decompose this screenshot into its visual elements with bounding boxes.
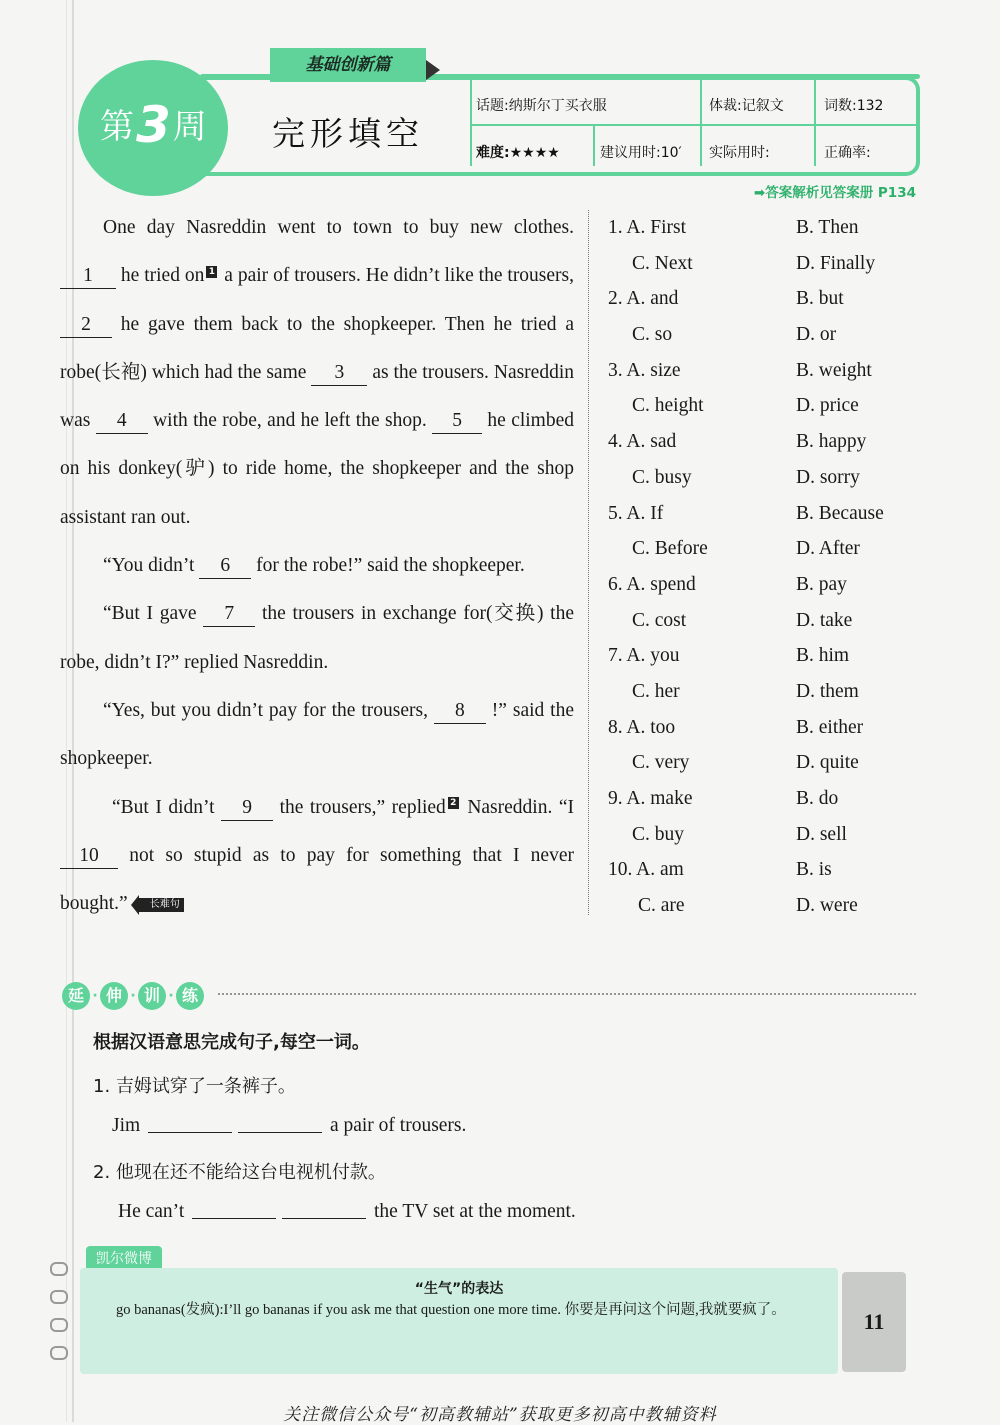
answer-blank[interactable]: [148, 1132, 232, 1133]
option-row: C. height D. price: [632, 395, 859, 417]
header-divider: [814, 80, 816, 166]
passage-paragraph: One day Nasreddin went to town to buy new clothes. 1 he tried on 1 a pair of trousers. He didn’t like the trousers, 2 he gave them back to the shopkeeper. Then he tried a robe(长袍) which had the same 3 as the trousers. Nasreddin was 4 with the robe, and he left the shop. 5 he climbed on his donkey(驴) to ride home, the shopkeeper and the shop assistant ran out.: [60, 217, 575, 528]
cloze-blank: 5: [432, 409, 482, 434]
option-row: C. cost D. take: [632, 609, 853, 631]
question-2-english: He can’t the TV set at the moment.: [118, 1201, 576, 1222]
long-sentence-tag: 长难句: [138, 898, 184, 912]
option-row: C. Next D. Finally: [632, 252, 876, 274]
word-count-info: 词数:132: [824, 98, 884, 114]
option-row: 7. A. you B. him: [608, 645, 850, 667]
wavy-divider: [218, 993, 918, 995]
answer-blank[interactable]: [192, 1218, 276, 1219]
option-row: C. very D. quite: [632, 752, 859, 774]
cloze-blank: 6: [199, 554, 251, 579]
passage-paragraph: “But I gave 7 the trousers in exchange for(交换) the robe, didn’t I?” replied Nasreddin.: [60, 603, 574, 673]
option-row: 4. A. sad B. happy: [608, 431, 867, 453]
header-divider: [593, 126, 595, 166]
section-tag-fold: [426, 60, 440, 80]
passage-paragraph: “But I didn’t 9 the trousers,” replied 2 Nasreddin. “I 10 not so stupid as to pay for something that I never bought.” 长难句: [60, 796, 574, 915]
note-marker: 2: [448, 797, 459, 809]
question-1-english: Jim a pair of trousers.: [112, 1115, 467, 1136]
accuracy-info: 正确率:: [824, 145, 871, 161]
cloze-blank: 1: [60, 264, 116, 289]
passage-paragraph: “Yes, but you didn’t pay for the trousers, 8 !” said the shopkeeper.: [60, 699, 574, 770]
option-row: C. busy D. sorry: [632, 466, 860, 488]
extension-instruction: 根据汉语意思完成句子,每空一词。: [93, 1032, 370, 1053]
header-row-divider: [470, 124, 916, 126]
page-number: 11: [842, 1272, 906, 1372]
extension-title: 延 · 伸 · 训 · 练: [62, 982, 204, 1010]
option-row: 2. A. and B. but: [608, 288, 844, 310]
cloze-blank: 8: [434, 699, 486, 724]
page-title: 完形填空: [272, 114, 424, 153]
cloze-blank: 2: [60, 313, 112, 338]
cloze-blank: 7: [203, 602, 255, 627]
footer-watermark: 关注微信公众号“初高教辅站”获取更多初高中教辅资料: [283, 1405, 717, 1425]
option-row: 9. A. make B. do: [608, 788, 839, 809]
header-divider: [470, 80, 472, 166]
option-row: C. Before D. After: [632, 538, 860, 560]
question-1-chinese: 1. 吉姆试穿了一条裤子。: [93, 1076, 296, 1097]
options-list: [608, 210, 908, 924]
option-row: C. buy D. sell: [632, 823, 847, 845]
weibo-tag: 凯尔微博: [86, 1246, 162, 1270]
suggested-time-info: 建议用时:10′: [600, 145, 682, 161]
cloze-blank: 9: [221, 796, 273, 821]
option-row: 8. A. too B. either: [608, 716, 864, 738]
cloze-blank: 10: [60, 844, 118, 869]
option-row: 1. A. First B. Then: [608, 217, 859, 238]
passage-paragraph: “You didn’t 6 for the robe!” said the shopkeeper.: [60, 542, 574, 590]
cloze-blank: 4: [96, 409, 148, 434]
actual-time-info: 实际用时:: [709, 145, 770, 161]
note-marker: 1: [206, 266, 217, 278]
weibo-heading: “生气”的表达: [414, 1281, 504, 1297]
header-divider: [700, 80, 702, 166]
weibo-text: go bananas(发疯):I’ll go bananas if you ask me that question one more time. 你要是再问这个问题,我就要疯了。: [116, 1302, 786, 1318]
answer-reference: ➡答案解析见答案册 P134: [753, 185, 916, 201]
week-label: 第3周: [100, 96, 207, 154]
cloze-blank: 3: [311, 361, 367, 386]
option-row: 3. A. size B. weight: [608, 359, 872, 381]
option-row: 10. A. am B. is: [608, 859, 832, 881]
option-row: C. her D. them: [632, 680, 859, 702]
option-row: 6. A. spend B. pay: [608, 573, 847, 595]
column-divider: [588, 210, 589, 915]
section-tag: 基础创新篇: [270, 48, 426, 82]
option-row: C. are D. were: [638, 895, 858, 917]
option-row: C. so D. or: [632, 324, 837, 346]
binder-rings: [50, 1262, 66, 1374]
difficulty-stars: ★★★★: [509, 145, 560, 161]
genre-info: 体裁:记叙文: [709, 98, 784, 114]
cloze-passage: [60, 204, 574, 928]
topic-info: 话题:纳斯尔丁买衣服: [476, 98, 607, 114]
question-2-chinese: 2. 他现在还不能给这台电视机付款。: [93, 1162, 386, 1183]
option-row: 5. A. If B. Because: [608, 502, 884, 524]
difficulty-info: 难度:★★★★: [476, 145, 560, 161]
answer-blank[interactable]: [238, 1132, 322, 1133]
answer-blank[interactable]: [282, 1218, 366, 1219]
